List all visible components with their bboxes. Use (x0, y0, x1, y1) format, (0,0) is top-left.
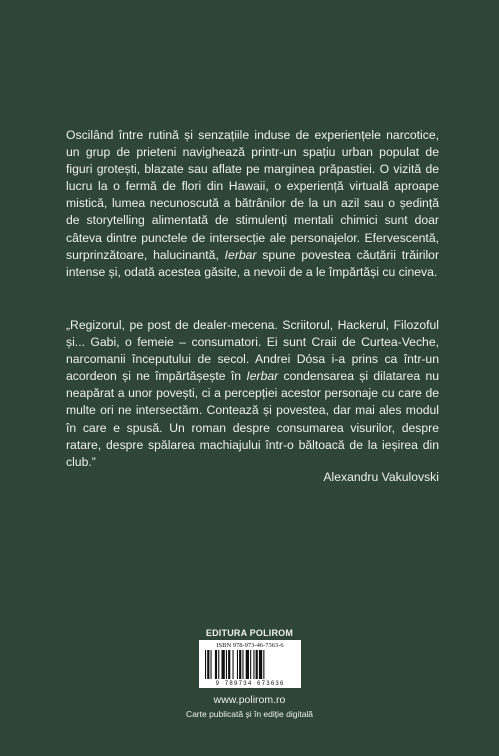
quote-text-end: condensarea și dilatarea nu neapărat a unor povești, ci a percepției acestor personaje cu care de multe ori ne intersectăm. Contează și povestea, dar mai ales modul în care e spusă. Un roman despre consumarea visurilor, despre ratare, despre spălarea machiajului într-o băltoacă de la ieșirea din club.” (66, 369, 439, 469)
digital-edition-note: Carte publicată și în ediție digitală (185, 709, 314, 719)
synopsis-paragraph (66, 127, 439, 281)
isbn-text: ISBN 978-973-46-7363-6 (216, 642, 284, 649)
publisher-website: www.polirom.ro (213, 694, 286, 706)
synopsis-text-start: Oscilând între rutină și senzațiile induse de experiențele narcotice, un grup de prieteni navighează printr-un spațiu urban populat de figuri grotești, blazate sau aflate pe marginea prăpastiei. O vizită de lucru la o fermă de flori din Hawaii, o experiență virtuală aproape mistică, lumea necunoscută a bătrânilor de la un azil sau o ședință de storytelling alimentată de stimulenți mentali chimici sunt doar câteva dintre punctele de intersecție ale personajelor. Efervescentă, surprinzătoare, halucinantă, (66, 128, 439, 262)
quote-author: Alexandru Vakulovski (323, 470, 439, 484)
book-title-italic: Ierbar (246, 369, 279, 384)
barcode-icon (205, 650, 295, 679)
barcode-number: 9 789734 673636 (215, 680, 285, 687)
publisher-name: EDITURA POLIROM (205, 628, 294, 638)
book-title-italic: Ierbar (224, 247, 257, 262)
barcode-label (199, 640, 301, 688)
review-quote (66, 317, 439, 471)
synopsis-text-end: spune povestea căutării trăirilor intense și, odată acestea găsite, a nevoii de a le împărtăși cu cineva. (66, 247, 439, 279)
quote-text-start: „Regizorul, pe post de dealer-mecena. Scriitorul, Hackerul, Filozoful și... Gabi, o femeie – consumatori. Ei sunt Craii de Curtea-Veche, narcomanii începutului de secol. Andrei Dósa i-a prins ca într-un acordeon și ne împărtășește în (66, 318, 439, 384)
